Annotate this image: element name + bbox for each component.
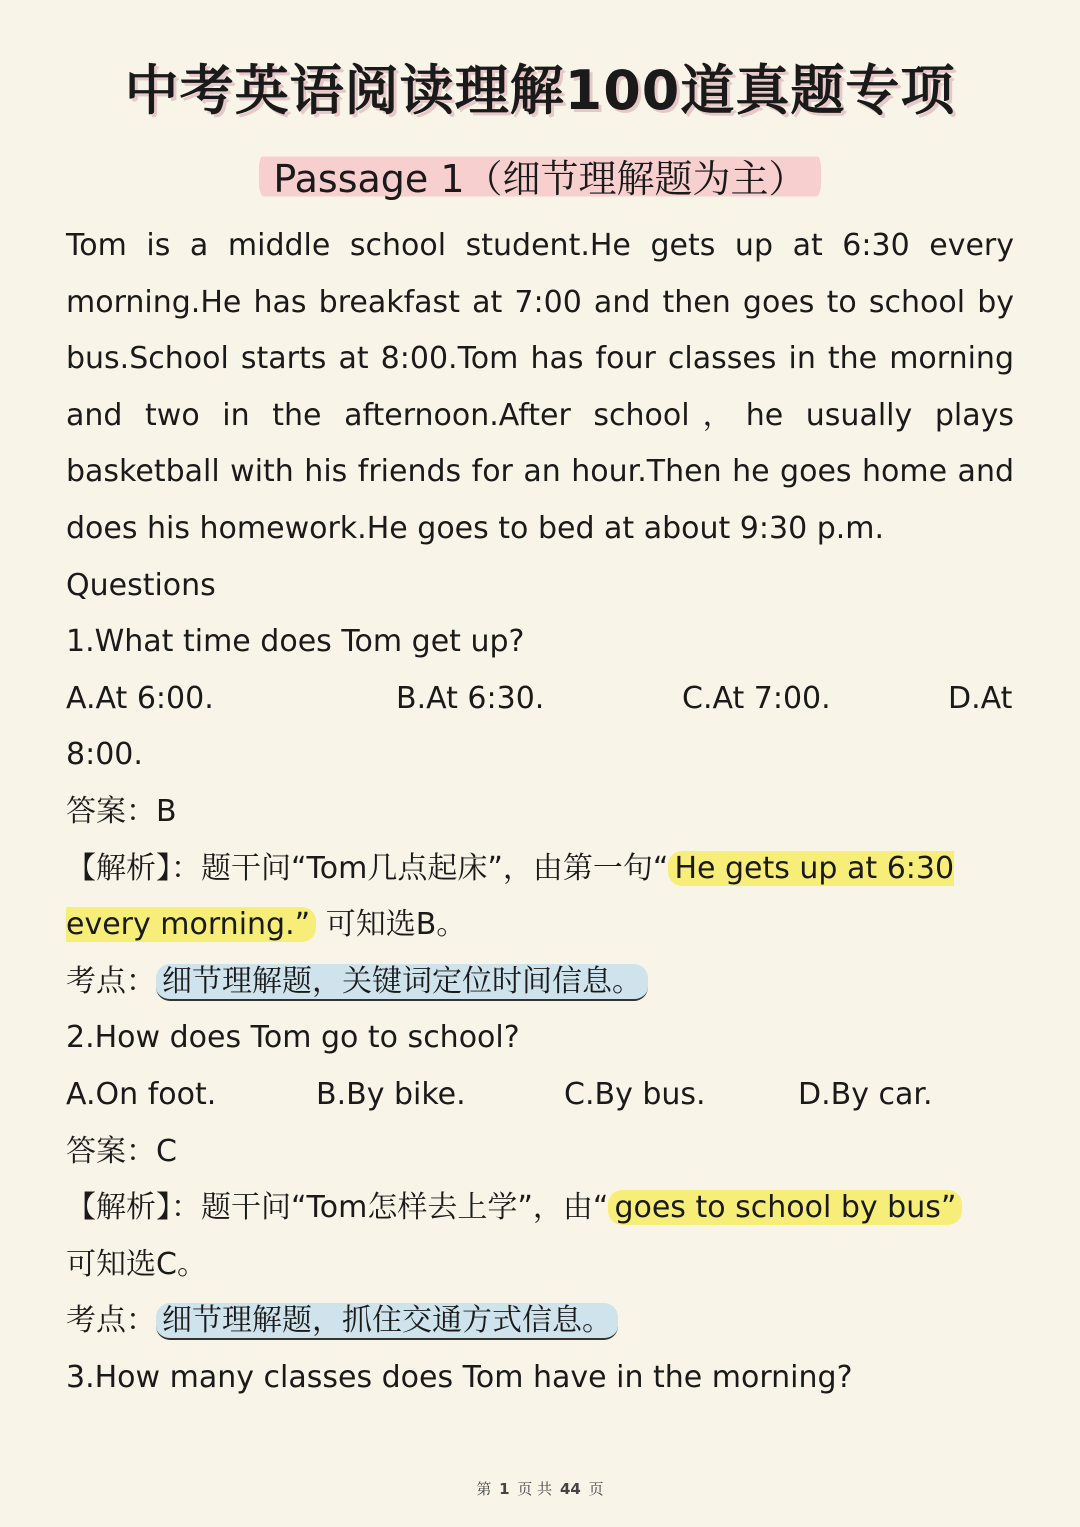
questions-heading: Questions: [66, 567, 216, 603]
option-c: C.By bus.: [564, 1076, 706, 1112]
option-b: B.By bike.: [316, 1076, 466, 1112]
footer-suffix: 页: [588, 1480, 604, 1498]
option-d: D.By car.: [798, 1076, 933, 1112]
page-footer: [0, 1478, 1080, 1499]
question-2: 2.How does Tom go to school?: [66, 1020, 520, 1056]
content-body: [66, 218, 1014, 1406]
footer-page-number: 1: [499, 1480, 510, 1498]
point-1: [66, 954, 1014, 1011]
analysis-1-suffix: 可知选B。: [316, 907, 467, 943]
question-3: 3.How many classes does Tom have in the morning?: [66, 1359, 853, 1395]
footer-total-pages: 44: [559, 1480, 581, 1498]
analysis-1-highlight: He gets up at 6:30 every morning.”: [66, 850, 955, 943]
subtitle-container: [0, 146, 1080, 205]
option-d-continuation: 8:00.: [66, 737, 143, 773]
option-c: C.At 7:00.: [682, 680, 831, 716]
option-a: A.At 6:00.: [66, 680, 214, 716]
analysis-2-highlight: goes to school by bus”: [608, 1190, 962, 1225]
footer-prefix: 第: [476, 1480, 492, 1498]
point-1-label: 考点：: [66, 963, 156, 999]
analysis-2-suffix: 可知选C。: [66, 1246, 207, 1282]
answer-1: 答案：B: [66, 793, 177, 829]
answer-2: 答案：C: [66, 1133, 177, 1169]
analysis-1: [66, 841, 1014, 954]
analysis-2: [66, 1180, 1014, 1293]
point-2-text: 细节理解题，抓住交通方式信息。: [156, 1303, 618, 1340]
page-title: 中考英语阅读理解100道真题专项: [124, 59, 956, 122]
option-a: A.On foot.: [66, 1076, 217, 1112]
footer-middle: 页 共: [517, 1480, 553, 1498]
point-2: [66, 1293, 1014, 1350]
point-1-text: 细节理解题，关键词定位时间信息。: [156, 964, 648, 1001]
passage-subtitle: Passage 1（细节理解题为主）: [259, 146, 820, 205]
question-1-options: [66, 671, 1014, 728]
option-b: B.At 6:30.: [396, 680, 545, 716]
analysis-2-prefix: 【解析】：题干问“Tom怎样去上学”，由“: [66, 1190, 609, 1226]
analysis-1-prefix: 【解析】：题干问“Tom几点起床”，由第一句“: [66, 850, 669, 886]
question-2-options: [66, 1067, 1014, 1124]
option-d: [948, 671, 1012, 728]
point-2-label: 考点：: [66, 1303, 156, 1339]
option-d-prefix: D.At: [948, 680, 1013, 716]
passage-text: Tom is a middle school student.He gets up at 6:30 every morning.He has breakfast at 7:00 and then goes to school by bus.School starts at 8:00.Tom has four classes in the morning and two in the afternoon.After school，he usually plays basketball with his friends for an hour.Then he goes home and does his homework.He goes to bed at about 9:30 p.m.: [66, 228, 1014, 546]
question-1: 1.What time does Tom get up?: [66, 624, 525, 660]
